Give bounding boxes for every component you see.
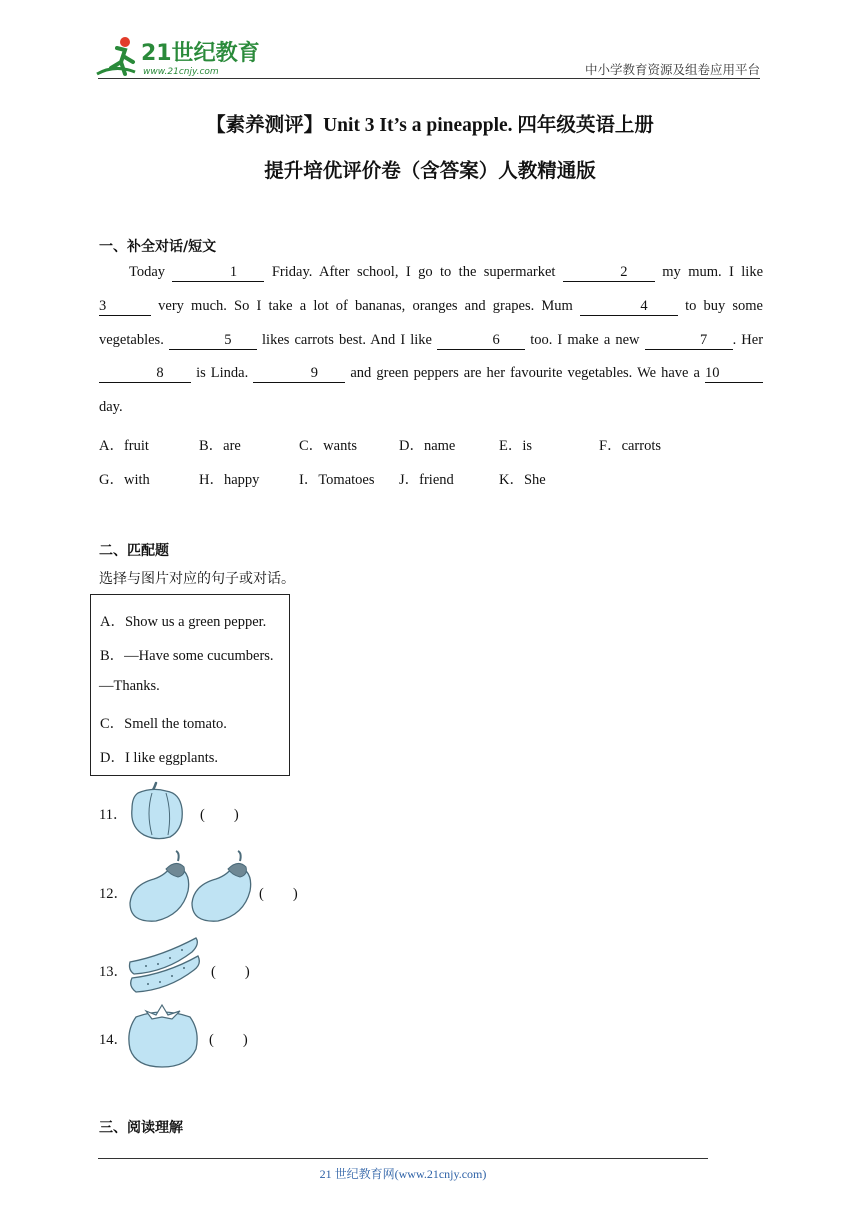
question-13-number: 13． <box>99 964 128 980</box>
eggplants-icon <box>126 849 256 925</box>
question-11-number: 11． <box>99 807 128 823</box>
green-pepper-icon <box>126 779 188 841</box>
cloze-passage <box>99 256 763 425</box>
options-row-2 <box>99 468 763 488</box>
answer-paren-13[interactable]: ( ) <box>211 964 250 980</box>
blank-9[interactable]: 9 <box>253 365 345 383</box>
option-h: H．happy <box>199 472 260 488</box>
footer-text: 21 世纪教育网(www.21cnjy.com) <box>319 1167 487 1181</box>
passage-text: day. <box>99 399 123 416</box>
option-e: E．is <box>499 438 533 454</box>
blank-6[interactable]: 6 <box>437 332 525 350</box>
page-title-line1: 【素养测评】Unit 3 It’s a pineapple. 四年级英语上册 <box>206 115 654 136</box>
passage-text: to buy some vegetables. <box>99 297 763 348</box>
section2-instruction: 选择与图片对应的句子或对话。 <box>99 571 295 587</box>
blank-4[interactable]: 4 <box>580 298 678 316</box>
section2-heading: 二、匹配题 <box>99 543 169 559</box>
question-12-number: 12． <box>99 886 128 902</box>
answer-paren-11[interactable]: ( ) <box>200 807 239 823</box>
svg-text:www.21cnjy.com: www.21cnjy.com <box>143 67 219 77</box>
option-b: B．are <box>199 438 241 454</box>
options-row-1 <box>99 434 763 454</box>
passage-text: likes carrots best. And I like <box>262 331 432 348</box>
blank-8[interactable]: 8 <box>99 365 191 383</box>
blank-5[interactable]: 5 <box>169 332 257 350</box>
section3-heading: 三、阅读理解 <box>99 1120 183 1136</box>
site-logo <box>95 34 265 78</box>
blank-7[interactable]: 7 <box>645 332 733 350</box>
option-f: F．carrots <box>599 438 662 454</box>
passage-text: Friday. After school, I go to the supermarket <box>271 264 556 280</box>
passage-text: and green peppers are her favourite vegetables. We have a <box>350 365 700 382</box>
blank-10[interactable]: 10 <box>705 365 763 383</box>
cucumbers-icon <box>126 934 202 998</box>
tomato-icon <box>126 1001 200 1069</box>
blank-1[interactable]: 1 <box>172 264 264 282</box>
answer-paren-14[interactable]: ( ) <box>209 1032 248 1048</box>
passage-text: my mum. I like <box>662 264 763 280</box>
box-option-b-reply: —Thanks. <box>99 678 160 694</box>
box-option-d: D．I like eggplants. <box>100 750 218 766</box>
blank-2[interactable]: 2 <box>563 264 655 282</box>
box-option-c: C．Smell the tomato. <box>100 716 227 732</box>
runner-logo-icon <box>95 34 265 78</box>
blank-3[interactable]: 3 <box>99 298 151 316</box>
header-platform-text: 中小学教育资源及组卷应用平台 <box>584 62 760 77</box>
section1-heading: 一、补全对话/短文 <box>99 239 217 255</box>
option-j: J．friend <box>399 472 454 488</box>
option-g: G．with <box>99 472 150 488</box>
box-option-b: B．—Have some cucumbers. <box>100 648 274 664</box>
option-d: D．name <box>399 438 456 454</box>
answer-paren-12[interactable]: ( ) <box>259 886 298 902</box>
svg-text:21世纪教育: 21世纪教育 <box>141 41 260 66</box>
question-14-number: 14． <box>99 1032 128 1048</box>
passage-text: very much. So I take a lot of bananas, oranges and grapes. Mum <box>158 297 573 314</box>
page-title-line2: 提升培优评价卷（含答案）人教精通版 <box>264 161 596 182</box>
footer-divider <box>98 1158 708 1159</box>
option-a: A．fruit <box>99 438 149 454</box>
option-i: I．Tomatoes <box>299 472 375 488</box>
passage-text: too. I make a new <box>530 331 640 348</box>
options-box <box>90 594 290 776</box>
passage-text: Today <box>129 264 166 280</box>
passage-text: . Her <box>732 331 764 348</box>
option-c: C．wants <box>299 438 357 454</box>
box-option-a: A．Show us a green pepper. <box>100 614 267 630</box>
passage-text: is Linda. <box>196 365 249 382</box>
header-divider <box>98 78 760 79</box>
option-k: K．She <box>499 472 546 488</box>
